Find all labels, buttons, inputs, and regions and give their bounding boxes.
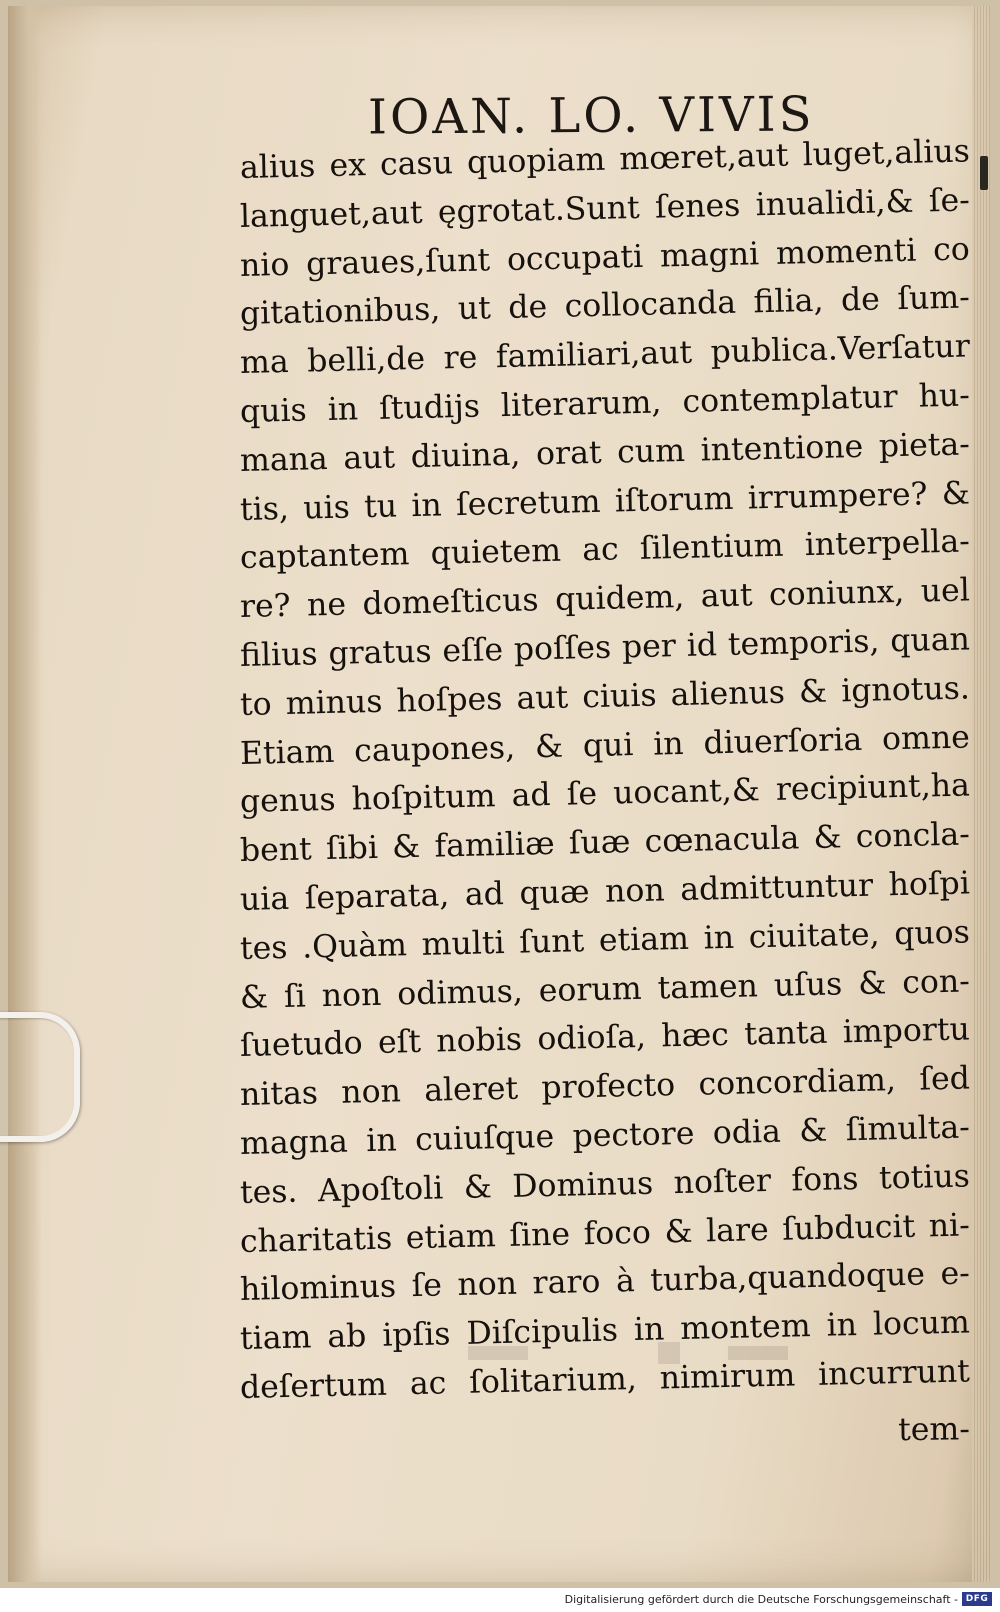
text-line: gitationibus, ut de collocanda filia, de ſum- — [239, 279, 971, 333]
body-text — [239, 133, 971, 1462]
text-line: hilominus ſe non raro à turba,quandoque e- — [239, 1255, 971, 1309]
text-line: nitas non aleret profecto concordiam, ſed — [239, 1060, 971, 1114]
text-line: charitatis etiam ſine foco & lare ſubducit ni- — [239, 1206, 971, 1260]
book-page — [8, 6, 990, 1582]
show-through-marks — [428, 1336, 848, 1376]
digitization-credit — [565, 1590, 992, 1608]
text-line: bent ſibi & familiæ ſuæ cœnacula & concla- — [239, 816, 971, 870]
text-line: & ſi non odimus, eorum tamen uſus & con- — [239, 962, 971, 1016]
text-line: tis, uis tu in ſecretum iſtorum irrumpere? & — [239, 475, 971, 528]
running-head: IOAN. LO. VIVIS — [367, 86, 815, 146]
text-line: quis in ſtudijs literarum, contemplatur hu- — [239, 377, 971, 430]
text-line: mana aut diuina, orat cum intentione pieta- — [239, 426, 971, 479]
text-line: tes. Apoſtoli & Dominus noſter fons totius — [239, 1158, 971, 1211]
text-line: ſuetudo eſt nobis odioſa, hæc tanta importu — [239, 1011, 971, 1065]
text-line: re? ne domeſticus quidem, aut coniunx, uel — [239, 572, 971, 626]
page-gutter-shadow — [8, 6, 42, 1582]
dfg-logo: DFG — [962, 1592, 992, 1606]
text-line: to minus hoſpes aut ciuis alienus & ignotus. — [239, 670, 971, 723]
text-line: alius ex casu quopiam mœret,aut luget,alius — [239, 133, 971, 186]
page-edge-mark — [980, 156, 988, 190]
page-fore-edge — [972, 6, 990, 1582]
text-line: uia ſeparata, ad quæ non admittuntur hoſpi — [239, 865, 971, 918]
text-line: captantem quietem ac ſilentium interpella- — [239, 523, 971, 577]
text-line: languet,aut ęgrotat.Sunt ſenes inualidi,& ſe- — [239, 182, 971, 235]
catchword: tem- — [897, 1411, 971, 1448]
text-line: nio graues,ſunt occupati magni momenti co — [239, 231, 971, 284]
credit-text: Digitalisierung gefördert durch die Deutsche Forschungsgemeinschaft - — [564, 1592, 958, 1606]
text-line: tes .Quàm multi ſunt etiam in ciuitate, quos — [239, 914, 971, 967]
paper-clip-icon — [0, 1012, 80, 1142]
text-line: tiam ab ipſis Diſcipulis in montem in locum — [239, 1304, 971, 1358]
text-line: filius gratus eſſe poſſes per id temporis, quan — [239, 621, 971, 674]
text-line: Etiam caupones, & qui in diuerſoria omne — [239, 719, 971, 772]
text-line: deſertum ac ſolitarium, nimirum incurrunt — [239, 1353, 971, 1406]
text-line: magna in cuiuſque pectore odia & ſimulta- — [239, 1109, 971, 1162]
text-line: ma belli,de re familiari,aut publica.Verſatur — [239, 328, 971, 382]
text-line: genus hoſpitum ad ſe uocant,& recipiunt,ha — [239, 767, 971, 821]
